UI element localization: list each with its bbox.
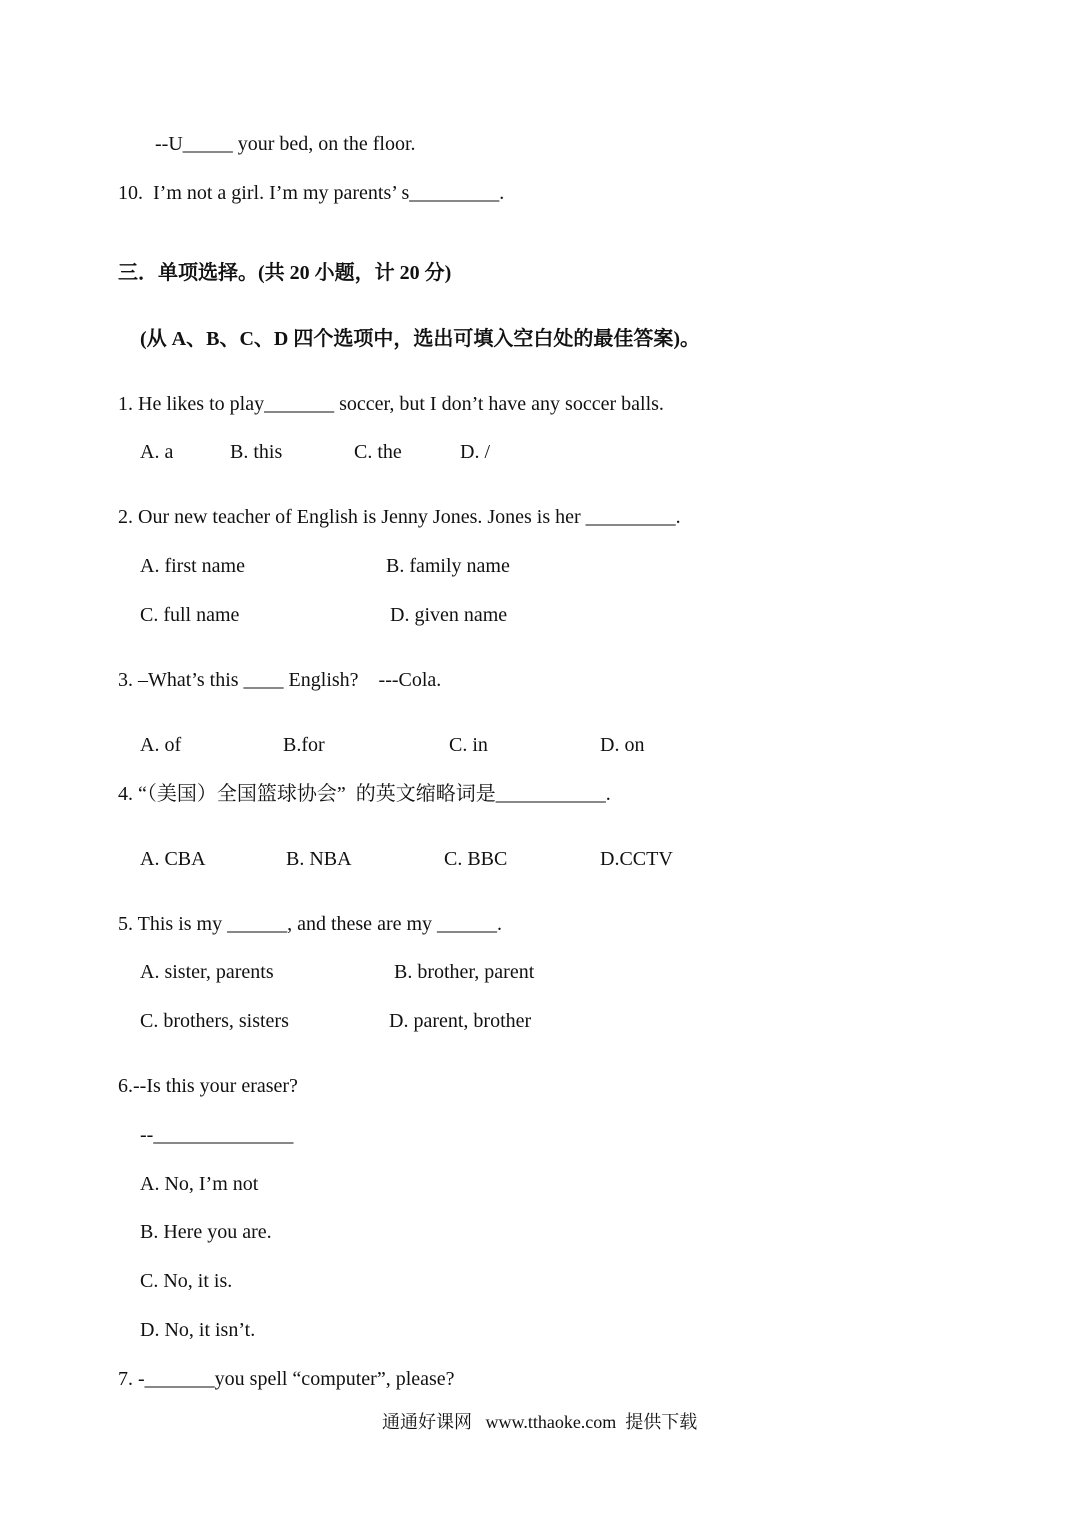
q10-line: 10. I’m not a girl. I’m my parents’ s_________. [118, 182, 505, 204]
q3-stem: 3. –What’s this ____ English? ---Cola. [118, 669, 442, 691]
q1-option-c: C. the [354, 441, 402, 463]
q1-option-a: A. a [140, 441, 174, 463]
q4-stem: 4. “（美国）全国篮球协会” 的英文缩略词是___________. [118, 783, 611, 805]
page-footer: 通通好课网 www.tthaoke.com 提供下载 [382, 1412, 698, 1432]
q5-stem: 5. This is my ______, and these are my ______. [118, 913, 503, 935]
q5-option-b: B. brother, parent [394, 961, 535, 983]
q5-option-a: A. sister, parents [140, 961, 274, 983]
q6-answer-blank: --______________ [140, 1124, 294, 1146]
q2-stem: 2. Our new teacher of English is Jenny Jones. Jones is her _________. [118, 506, 681, 528]
q3-option-b: B.for [283, 734, 325, 756]
q1-option-b: B. this [230, 441, 283, 463]
q9-answer-line: --U_____ your bed, on the floor. [155, 133, 416, 155]
q6-stem: 6.--Is this your eraser? [118, 1075, 298, 1097]
q2-option-c: C. full name [140, 604, 240, 626]
q5-option-c: C. brothers, sisters [140, 1010, 289, 1032]
q6-option-d: D. No, it isn’t. [140, 1319, 256, 1341]
q2-option-a: A. first name [140, 555, 245, 577]
q2-option-b: B. family name [386, 555, 510, 577]
q4-option-a: A. CBA [140, 848, 206, 870]
q4-option-d: D.CCTV [600, 848, 673, 870]
q6-option-b: B. Here you are. [140, 1221, 272, 1243]
q5-option-d: D. parent, brother [389, 1010, 532, 1032]
q6-option-a: A. No, I’m not [140, 1173, 259, 1195]
q1-option-d: D. / [460, 441, 490, 463]
q3-option-a: A. of [140, 734, 182, 756]
q6-option-c: C. No, it is. [140, 1270, 233, 1292]
q3-option-c: C. in [449, 734, 488, 756]
q4-option-b: B. NBA [286, 848, 352, 870]
q4-option-c: C. BBC [444, 848, 508, 870]
q3-option-d: D. on [600, 734, 645, 756]
section3-instruction: (从 A、B、C、D 四个选项中，选出可填入空白处的最佳答案)。 [140, 328, 700, 350]
q2-option-d: D. given name [390, 604, 508, 626]
q1-stem: 1. He likes to play_______ soccer, but I don’t have any soccer balls. [118, 393, 664, 415]
section3-title: 三．单项选择。(共 20 小题，计 20 分) [118, 262, 452, 284]
q7-stem: 7. -_______you spell “computer”, please? [118, 1368, 455, 1390]
